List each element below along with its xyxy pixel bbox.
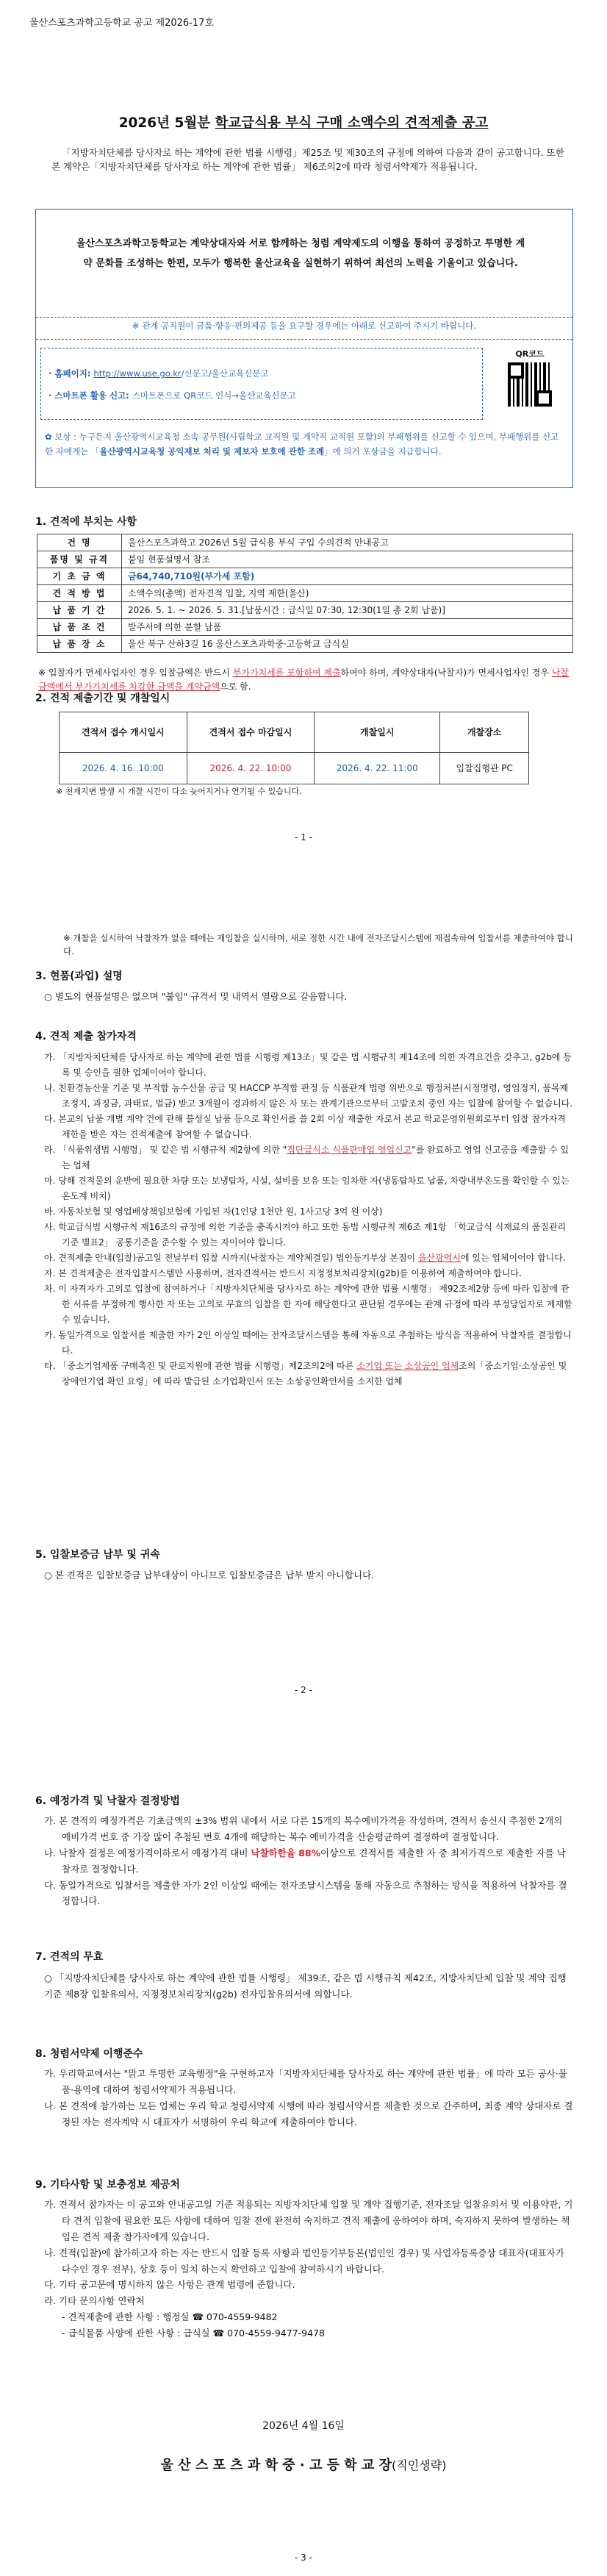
section9-body: 가. 견적서 참가자는 이 공고와 안내공고일 기준 적용되는 지방자치단체 입찰 및 계약 집행기준, 전자조달 입찰유의서 및 이용약관, 기타 견적 입찰에 필요한 모든 사항에 대하여 입찰 전에 완전히 숙지하고 견적 제출에 응하여야 하며, 숙지하지 못하여 발생하는 책임은 견적 제출 참가자에게 있습니다. 나. 견적(입찰)에 참가하고자 하는 자는 반드시 입찰 등록 사항과 법인등기부등본(법인인 경우) 및 사업자등록증상 대표자(대표자가 다수인 경우 전부), 상호 등이 일치 하는지 확인하고 입찰에 참여하시기 바랍니다. 다. 기타 공고문에 명시하지 않은 사항은 관계 법령에 준합니다. 라. 기타 문의사항 연락처 - 견적제출에 관한 사항 : 행정실 ☎ 070-4559-9482 - 급식물품 사양에 관한 사항 : 급식실 ☎ 070-4559-9477-9478	[44, 2197, 573, 2341]
homepage-tail: /신문고/울산교육신문고	[181, 368, 269, 379]
reward-law: 울산광역시교육청 공익제보 처리 및 제보자 보호에 관한 조례	[99, 446, 325, 457]
title-prefix: 2026년 5월분	[118, 115, 215, 131]
section5-body: ○ 본 견적은 입찰보증금 납부대상이 아니므로 입찰보증금은 납부 받지 아니합니다.	[44, 1570, 375, 1581]
homepage-label: · 홈페이지:	[49, 368, 94, 379]
intro-paragraph: 「지방자치단체를 당사자로 하는 계약에 관한 법률 시행령」제25조 및 제30조의 규정에 의하여 다음과 같이 공고합니다. 또한 본 계약은「지방자치단체를 당사자로 하는 계약에 관한 법률」 제6조의2에 따라 청렴서약제가 적용됩니다.	[51, 147, 564, 173]
notice-number: 울산스포츠과학고등학교 공고 제2026-17호	[29, 18, 214, 29]
schedule-note: ※ 천재지변 발생 시 개찰 시간이 다소 늦어지거나 연기될 수 있습니다.	[56, 787, 302, 796]
school-head: 울 산 스 포 츠 과 학 중 · 고 등 학 교 장	[160, 2458, 392, 2473]
page-number: - 2 -	[295, 1685, 312, 1695]
schedule-table: 견적서 접수 개시일시 견적서 접수 마감일시 개찰일시 개찰장소 2026. 4. 16. 10:00 2026. 4. 22. 10:00 2026. 4. 22. 11:00 입찰집행관 PC	[59, 712, 529, 784]
contact-meal: - 급식물품 사양에 관한 사항 : 급식실 ☎ 070-4559-9477-9478	[62, 2328, 325, 2339]
rebid-note: ※ 개찰을 실시하여 낙찰자가 없을 때에는 재입찰을 실시하며, 새로 정한 시간 내에 전자조달시스템에 재접속하여 입찰서를 제출하여야 합니다.	[63, 933, 573, 956]
pledge-text: 울산스포츠과학고등학교는 계약상대자와 서로 함께하는 청렴 계약제도의 이행을 통하여 공정하고 투명한 계약 문화를 조성하는 한편, 모두가 행복한 울산교육을 실현하기 위하여 최선의 노력을 기울이고 있습니다.	[76, 238, 525, 269]
report-note: ※ 관계 공직원이 금품·향응·편의제공 등을 요구할 경우에는 아래로 신고하여 주시기 바랍니다.	[132, 321, 477, 331]
report-channels	[40, 348, 483, 420]
section6-body: 가. 본 견적의 예정가격은 기초금액의 ±3% 범위 내에서 서로 다른 15개의 복수예비가격을 작성하며, 견적서 송신시 추첨한 2개의 예비가격 번호 중 가장 많이 추첨된 번호 4개에 해당하는 복수 예비가격을 산술평균하여 결정하여 결정합니다. 나. 낙찰자 결정은 예정가격이하로서 예정가격 대비 낙찰하한율 88%이상으로 견적서를 제출한 자 중 최저가격으로 제출한 자를 낙찰자로 결정합니다. 다. 동일가격으로 입찰서를 제출한 자가 2인 이상일 때에는 전자조달시스템을 통해 자동으로 추첨하는 방식을 적용하여 낙찰자를 결정합니다.	[44, 1815, 567, 1907]
section9-heading: 9. 기타사항 및 보충정보 제공처	[35, 2179, 180, 2191]
homepage-link[interactable]: http://www.use.go.kr	[93, 368, 182, 379]
section1-heading: 1. 견적에 부치는 사항	[35, 516, 137, 528]
divider	[36, 317, 572, 318]
page-title	[0, 113, 607, 135]
reward-note: ✿ 보상 : 누구든지 울산광역시교육청 소속 공무원(사립학교 교직원 및 계약직 교직원 포함)의 부패행위를 신고할 수 있으며, 부패행위를 신고한 자에게는 「울산광역시교육청 공익제보 처리 및 제보자 보호에 관한 조례」에 의거 포상금을 지급합니다.	[45, 432, 559, 457]
section7-body: ○ 「지방자치단체를 당사자로 하는 계약에 관한 법률 시행령」 제39조, 같은 법 시행규칙 제42조, 지방자치단체 입찰 및 계약 집행기준 제8장 입찰유의서, 지정정보처리장치(g2b) 전자입찰유의서에 의합니다.	[44, 1972, 567, 2000]
smartphone-label: · 스마트폰 활용 신고:	[49, 390, 132, 401]
section3-heading: 3. 현품(과업) 설명	[35, 970, 123, 982]
section7-heading: 7. 견적의 무효	[35, 1951, 104, 1963]
smartphone-text: 스마트폰으로 QR코드 인식→울산교육신문고	[132, 390, 296, 401]
signature	[0, 2455, 607, 2476]
seal-omitted: (직인생략)	[392, 2458, 447, 2472]
contact-admin: - 견적제출에 관한 사항 : 행정실 ☎ 070-4559-9482	[62, 2311, 278, 2323]
bid-details-table: 건 명 울산스포츠과학고 2026년 5월 급식용 부식 구입 수의견적 안내공고 품명 및 규격 붙임 현품설명서 참조 기 초 금 액 금64,740,710원(부가세 포함) 견 적 방 법 소액수의(총액) 전자견적 입찰, 지역 제한(울산) 납 품 기 간 2026. 5. 1. ~ 2026. 5. 31.[납품시간 : 급식일 07:30, 12:30(1일 총 2회 납품)] 납 품 조 건 발주서에 의한 분할 납품 납 품 장 소 울산 북구 산하3길 16 울산스포츠과학중·고등학교 급식실	[37, 534, 573, 653]
divider	[36, 339, 572, 340]
section4-list: 가. 「지방자치단체를 당사자로 하는 계약에 관한 법률 시행령 제13조」및 같은 법 시행규칙 제14조에 의한 자격요건을 갖추고, g2b에 등록 및 승인을 필한 업체이어야 합니다. 나. 친환경농산물 기준 및 부적합 농수산물 공급 및 HACCP 부적합 판정 등 식품관계 법령 위반으로 행정처분(시정명령, 영업정지, 품목제조정지, 과징금, 과태료, 벌금) 받고 3개월이 경과하지 않은 자 또는 관계기관으로부터 고발조치 중인 자는 입찰에 참여할 수 없습니다. 다. 본교의 납품 개별 계약 건에 관해 불성실 납품 등으로 확인서를 쓸 2회 이상 재출한 자로서 본교 학교운영위원회로부터 입찰 참가자격 제한을 받은 자는 견적제출에 참여할 수 없습니다. 라. 「식품위생법 시행령」 및 같은 법 시행규칙 제2항에 의한 "집단급식소 식품판매업 영업신고"를 완료하고 영업 신고증을 제출할 수 있는 업체 마. 당해 견적물의 운반에 필요한 차량 또는 보냉탑차, 시설, 설비를 보유 또는 임차한 자(냉동탑차로 납품, 차량내부온도를 확인할 수 있는 온도계 비치) 바. 자동차보험 및 영업배상책임보험에 가입된 자(1인당 1천만 원, 1사고당 3억 원 이상) 사. 학교급식법 시행규칙 제16조의 규정에 의한 기준을 충족시켜야 하고 또한 동법 시행규칙 제6조 제1항 「학교급식 식재료의 품질관리기준 별표2」 공통기준을 준수할 수 있는 자이어야 합니다. 아. 견적제출 안내(입찰)공고일 전날부터 입찰 시까지(낙찰자는 계약체결일) 법인등기부상 본점이 울산광역시에 있는 업체이어야 합니다. 자. 본 견적제출은 전자입찰시스템만 사용하며, 전자견적서는 반드시 지정정보처리장치(g2b)를 이용하여 제출하여야 합니다. 차. 이 자격자가 고의로 입찰에 참여하거나「지방자치단체를 당사자로 하는 계약에 관한 법률 시행령」 제92조제2항 등에 따라 입찰에 관한 서류를 부정하게 행사한 자 또는 고의로 무효의 입찰을 한 자에 해당한다고 판단될 경우에는 관계 규정에 따라 부정당업자로 제재할 수 있습니다. 카. 동일가격으로 입찰서를 제출한 자가 2인 이상일 때에는 전자조달시스템을 통해 자동으로 추첨하는 방식을 적용하여 낙찰자를 결정합니다. 타. 「중소기업제품 구매촉진 및 판로지원에 관한 법률 시행령」제2조의2에 따른 소기업 또는 소상공인 업체조의「중소기업·소상공인 및 장애인기업 확인 요령」에 따라 발급된 소기업확인서 또는 소상공인확인서를 소지한 업체	[44, 1052, 573, 1387]
tax-note: ※ 입찰자가 면세사업자인 경우 입찰금액은 반드시 부가가치세를 포함하여 제출하여야 하며, 계약상대자(낙찰자)가 면세사업자인 경우 낙찰금액에서 부가가치세를 차감한 금액을 계약금액으로 함.	[38, 668, 569, 692]
page-number: - 1 -	[295, 832, 312, 842]
integrity-pledge-box	[35, 209, 573, 488]
section3-body: ○ 별도의 현품설명은 없으며 "붙임" 규격서 및 내역서 열람으로 갈음합니다.	[44, 991, 348, 1002]
section6-heading: 6. 예정가격 및 낙찰자 결정방법	[35, 1795, 180, 1807]
section5-heading: 5. 입찰보증금 납부 및 귀속	[35, 1549, 160, 1561]
section8-heading: 8. 청렴서약제 이행준수	[35, 2048, 143, 2060]
qr-code-label: QR코드	[515, 349, 545, 359]
section8-body: 가. 우리학교에서는 "맑고 투명한 교육행정"을 구현하고자「지방자치단체를 당사자로 하는 계약에 관한 법률」에 따라 모든 공사·물품·용역에 대하여 청렴서약제가 적용됩니다. 나. 본 견적에 참가하는 모든 업체는 우리 학교 청렴서약제 시행에 따라 청렴서약서를 제출한 것으로 간주하며, 최종 계약 상대자로 결정된 자는 전자계약 시 대표자가 서명하여 우리 학교에 제출하여야 합니다.	[44, 2068, 573, 2128]
notice-date: 2026년 4월 16일	[262, 2420, 345, 2432]
section4-heading: 4. 견적 제출 참가자격	[35, 1031, 137, 1042]
page-number: - 3 -	[295, 2552, 312, 2563]
title-main: 학교급식용 부식 구매 소액수의 견적제출 공고	[215, 115, 489, 131]
section2-heading: 2. 견적 제출기간 및 개찰일시	[35, 693, 170, 704]
qr-code-image[interactable]	[508, 362, 552, 407]
